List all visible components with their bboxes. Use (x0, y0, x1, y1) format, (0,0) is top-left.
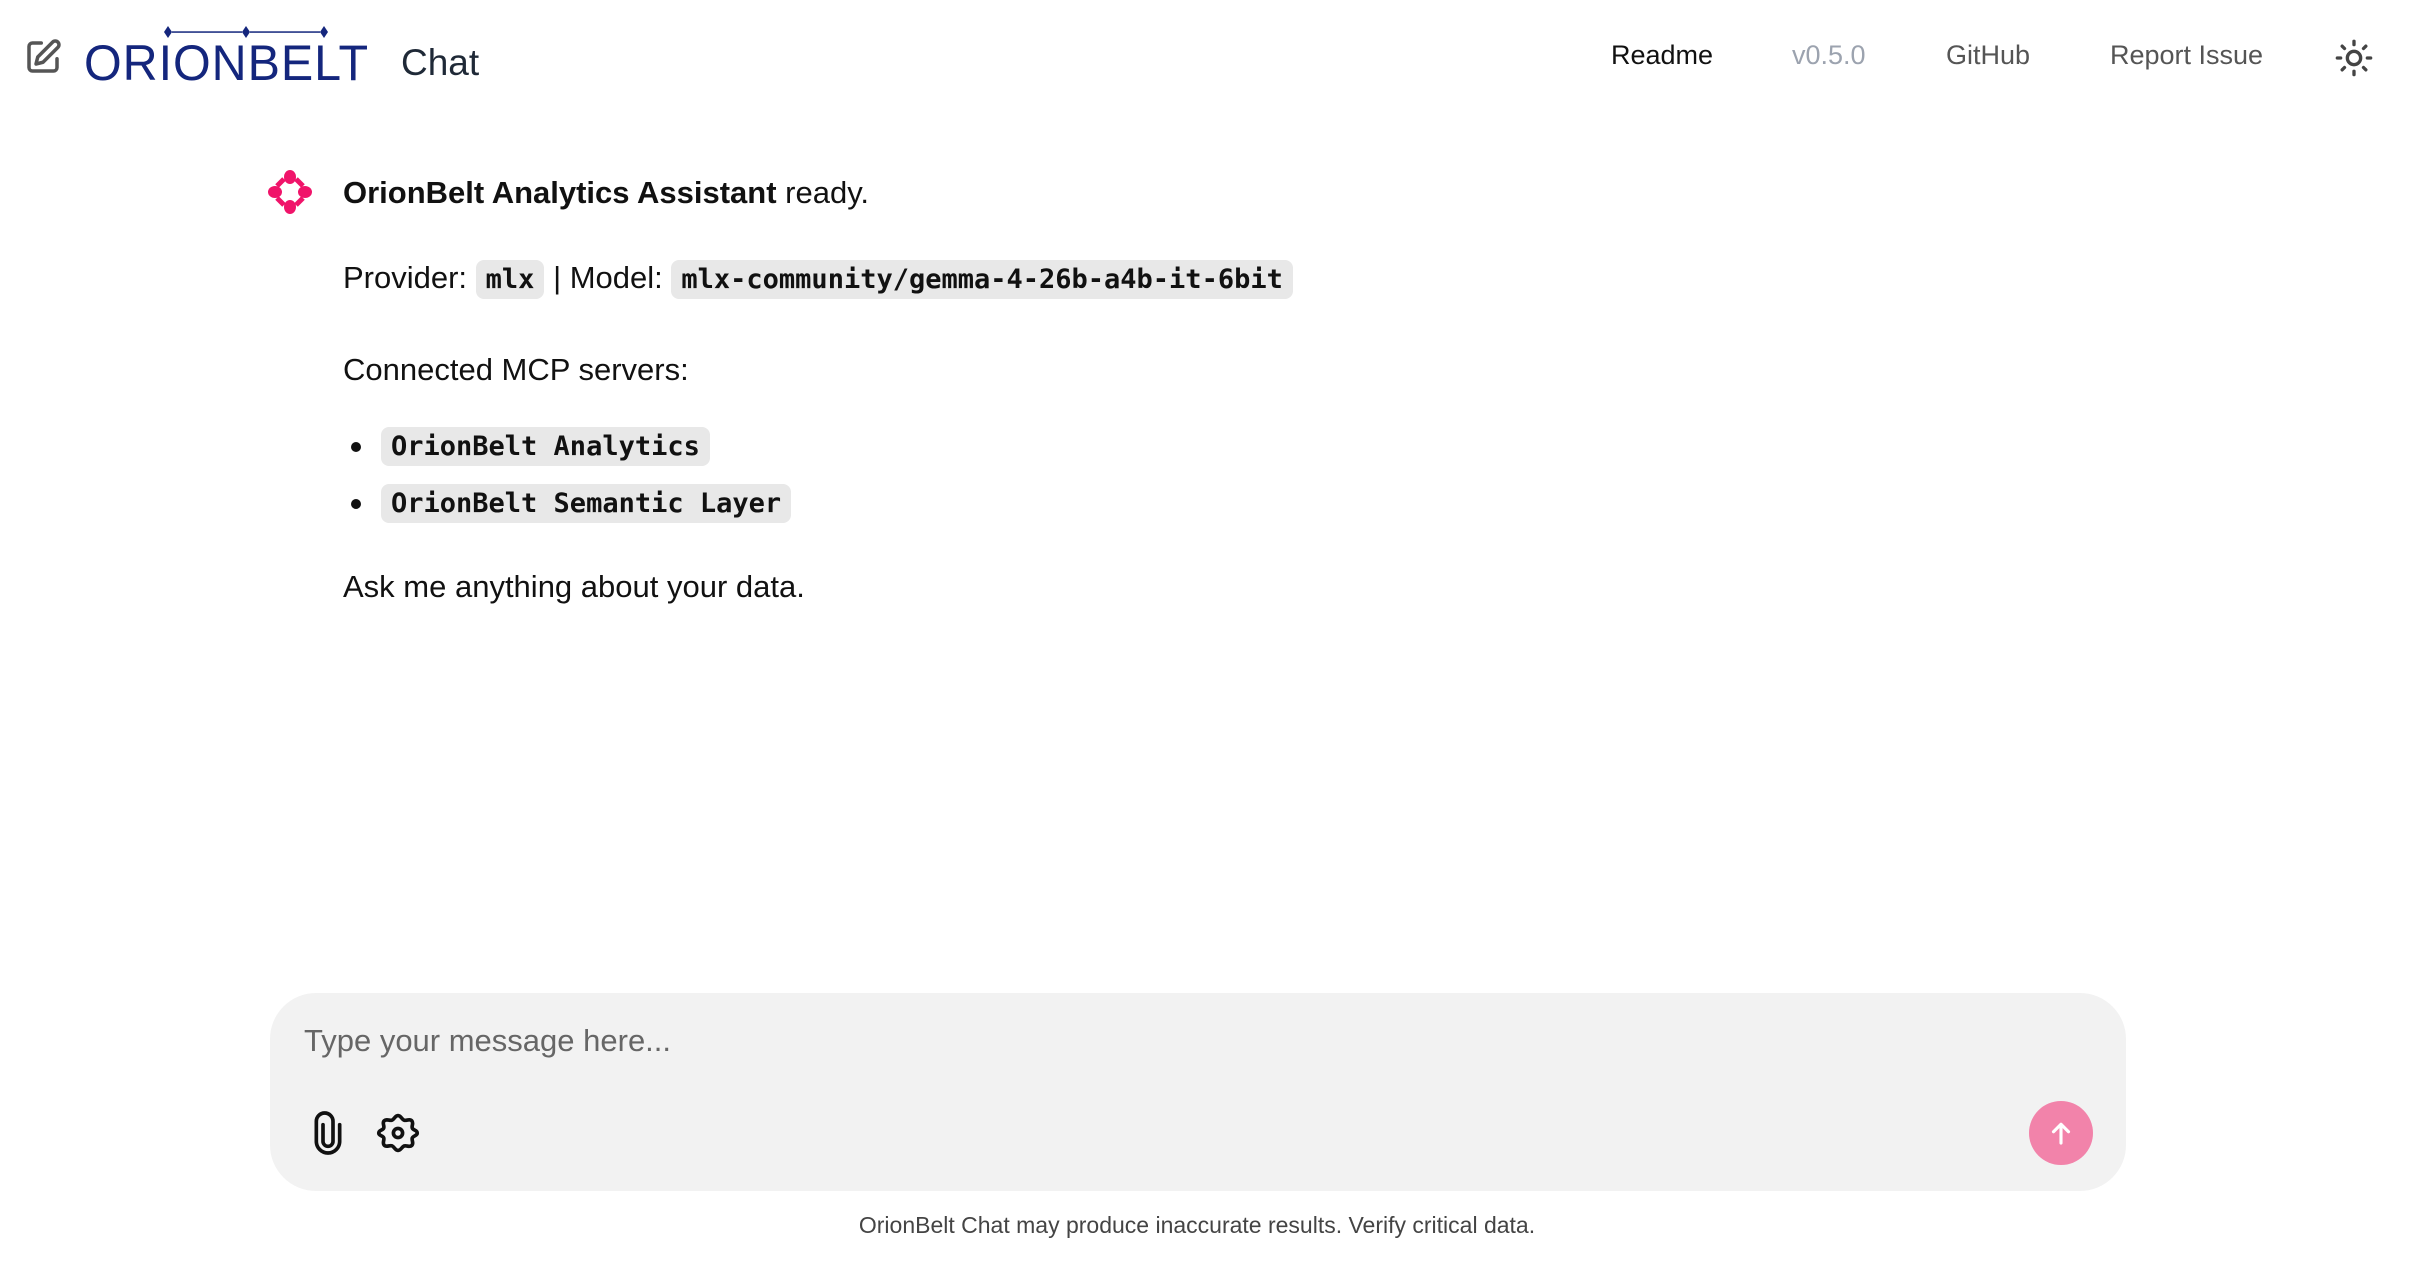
new-chat-icon (22, 36, 64, 78)
provider-value: mlx (476, 260, 545, 299)
list-item (343, 475, 791, 532)
orionbelt-logo[interactable] (84, 24, 374, 89)
nav-readme[interactable]: Readme (1611, 40, 1714, 70)
version-label[interactable]: v0.5.0 (1792, 40, 1866, 70)
settings-button[interactable] (376, 1111, 420, 1155)
model-label: | Model: (544, 260, 672, 295)
attach-button[interactable] (308, 1111, 348, 1155)
server-name: OrionBelt Analytics (381, 427, 710, 466)
svg-text:ORIONBELT: ORIONBELT (84, 35, 369, 84)
assistant-avatar-icon (268, 170, 312, 214)
model-value: mlx-community/gemma-4-26b-a4b-it-6bit (671, 260, 1292, 299)
composer (270, 993, 2126, 1191)
assistant-name: OrionBelt Analytics Assistant (343, 175, 777, 210)
provider-label: Provider: (343, 260, 476, 295)
servers-list (343, 418, 791, 532)
closing-text: Ask me anything about your data. (343, 569, 805, 604)
assistant-greeting (343, 175, 869, 211)
nav-github[interactable]: GitHub (1946, 40, 2031, 70)
send-button[interactable] (2029, 1101, 2093, 1165)
gear-icon (376, 1111, 420, 1155)
list-item (343, 418, 791, 475)
ready-text: ready. (776, 175, 870, 210)
disclaimer: OrionBelt Chat may produce inaccurate results. Verify critical data. (858, 1212, 1536, 1238)
paperclip-icon (308, 1111, 348, 1155)
arrow-up-icon (2046, 1118, 2076, 1148)
app-name: Chat (401, 42, 480, 83)
sun-icon (2334, 38, 2374, 78)
theme-toggle-button[interactable] (2334, 38, 2374, 78)
provider-line (343, 260, 1293, 296)
message-input[interactable] (302, 1015, 2006, 1067)
servers-label: Connected MCP servers: (343, 352, 689, 387)
server-name: OrionBelt Semantic Layer (381, 484, 791, 523)
nav-report-issue[interactable]: Report Issue (2110, 40, 2264, 70)
new-chat-button[interactable] (22, 36, 64, 78)
